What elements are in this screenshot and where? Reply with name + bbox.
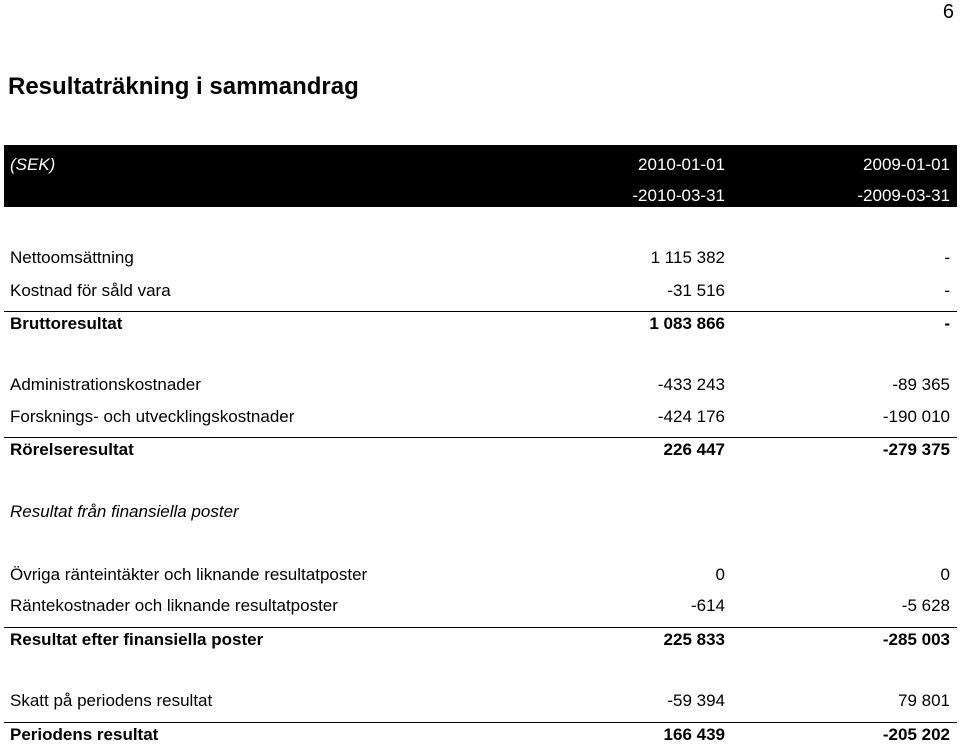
row-fou-kostnader [4, 405, 957, 429]
period-2009-start: 2009-01-01 [863, 155, 950, 174]
row-label: Resultat efter finansiella poster [10, 630, 264, 649]
value-2010: 166 439 [663, 725, 725, 744]
row-administrationskostnader [4, 373, 957, 397]
row-bruttoresultat [4, 311, 957, 336]
currency-label: (SEK) [10, 155, 56, 174]
row-label: Periodens resultat [10, 725, 159, 744]
page-title: Resultaträkning i sammandrag [8, 73, 359, 100]
value-2010: -31 516 [667, 281, 725, 300]
row-label: Rörelseresultat [10, 440, 134, 459]
value-2010: 225 833 [663, 630, 725, 649]
row-skatt [4, 689, 957, 713]
value-2009: -285 003 [882, 630, 950, 649]
value-2010: 0 [715, 565, 725, 584]
period-2010-start: 2010-01-01 [638, 155, 725, 174]
row-nettoomsattning [4, 246, 957, 270]
section-finansiella-poster [4, 500, 957, 524]
value-2010: -433 243 [657, 375, 725, 394]
row-label: Nettoomsättning [10, 248, 134, 267]
value-2009: -5 628 [901, 596, 950, 615]
row-resultat-efter-finansiella-poster [4, 627, 957, 652]
value-2010: -59 394 [667, 691, 725, 710]
row-periodens-resultat [4, 722, 957, 747]
value-2010: 1 115 382 [650, 248, 725, 267]
value-2009: 79 801 [898, 691, 950, 710]
value-2010: -614 [690, 596, 725, 615]
section-label: Resultat från finansiella poster [10, 502, 239, 521]
row-label: Räntekostnader och liknande resultatposter [10, 596, 338, 615]
row-kostnad-for-sald-vara [4, 279, 957, 303]
row-label: Kostnad för såld vara [10, 281, 171, 300]
value-2009: -190 010 [882, 407, 950, 426]
value-2009: -89 365 [892, 375, 950, 394]
row-rantekostnader [4, 594, 957, 618]
value-2009: 0 [940, 565, 950, 584]
value-2009: - [944, 281, 950, 300]
value-2009: - [944, 314, 950, 333]
income-statement-table [4, 145, 957, 744]
value-2009: - [944, 248, 950, 267]
value-2009: -279 375 [882, 440, 950, 459]
period-2010-end: -2010-03-31 [632, 186, 725, 205]
row-rorelseresultat [4, 437, 957, 462]
value-2010: -424 176 [657, 407, 725, 426]
value-2009: -205 202 [882, 725, 950, 744]
value-2010: 226 447 [663, 440, 725, 459]
table-header [4, 145, 957, 207]
row-label: Skatt på periodens resultat [10, 691, 213, 710]
row-label: Bruttoresultat [10, 314, 123, 333]
value-2010: 1 083 866 [649, 314, 725, 333]
period-2009-end: -2009-03-31 [857, 186, 950, 205]
row-ovriga-ranteintakter [4, 563, 957, 587]
row-label: Forsknings- och utvecklingskostnader [10, 407, 295, 426]
row-label: Övriga ränteintäkter och liknande resultatposter [10, 565, 368, 584]
row-label: Administrationskostnader [10, 375, 201, 394]
page-number: 6 [942, 1, 954, 23]
